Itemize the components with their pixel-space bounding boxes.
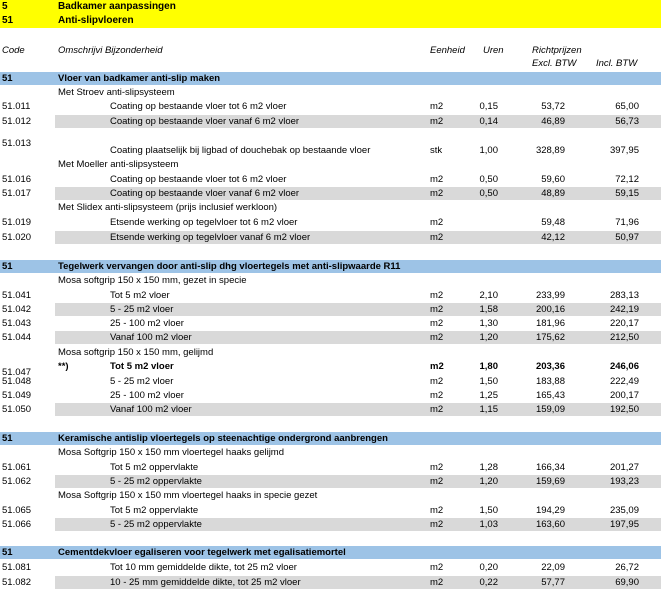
- row-description: 25 - 100 m2 vloer: [110, 318, 184, 329]
- row-description: Tot 5 m2 oppervlakte: [110, 462, 199, 473]
- row-price-incl: 235,09: [609, 505, 639, 516]
- row-price-excl: 46,89: [541, 116, 565, 127]
- row-description: 5 - 25 m2 oppervlakte: [110, 476, 202, 487]
- group-label: [0, 446, 661, 459]
- row-code: 51.019: [2, 217, 32, 228]
- row-description: Etsende werking op tegelvloer vanaf 6 m2 vloer: [110, 232, 311, 243]
- table-row: [0, 331, 661, 344]
- row-code: 51.042: [2, 304, 32, 315]
- row-code: 51.041: [2, 290, 32, 301]
- row-price-excl: 165,43: [535, 390, 565, 401]
- row-code: 51.043: [2, 318, 32, 329]
- row-price-incl: 71,96: [615, 217, 639, 228]
- subchapter-title: Anti-slipvloeren: [58, 15, 134, 26]
- section-header: [0, 72, 661, 85]
- row-code: 51.017: [2, 188, 32, 199]
- row-unit: m2: [430, 505, 444, 516]
- row-unit: m2: [430, 174, 444, 185]
- row-unit: m2: [430, 376, 444, 387]
- row-hours: 0,20: [479, 562, 498, 573]
- group-label: [0, 489, 661, 502]
- chapter-code: 5: [2, 1, 8, 12]
- group-label-text: Met Stroev anti-slipsysteem: [58, 87, 175, 98]
- chapter-title: Badkamer aanpassingen: [58, 1, 176, 12]
- row-code: 51.065: [2, 505, 32, 516]
- group-label: [0, 274, 661, 287]
- row-price-incl: 59,15: [615, 188, 639, 199]
- group-label-text: Mosa softgrip 150 x 150 mm, gelijmd: [58, 347, 214, 358]
- row-code: 51.082: [2, 577, 32, 588]
- table-row: [0, 518, 661, 531]
- row-description: 5 - 25 m2 vloer: [110, 376, 174, 387]
- group-label: [0, 158, 661, 171]
- group-label-text: Mosa softgrip 150 x 150 mm, gezet in specie: [58, 275, 247, 286]
- row-hours: 1,20: [479, 476, 498, 487]
- row-price-incl: 72,12: [615, 174, 639, 185]
- group-label: [0, 346, 661, 359]
- header-code: Code: [2, 45, 25, 56]
- row-price-incl: 69,90: [615, 577, 639, 588]
- row-hours: 0,50: [479, 174, 498, 185]
- row-code: 51.049: [2, 390, 32, 401]
- row-price-excl: 233,99: [535, 290, 565, 301]
- row-code: 51.047: [2, 367, 32, 378]
- row-hours: 1,50: [479, 376, 498, 387]
- row-description: Tot 5 m2 oppervlakte: [110, 505, 199, 516]
- row-description: Vanaf 100 m2 vloer: [110, 404, 192, 415]
- section-title: Tegelwerk vervangen door anti-slip dhg vloertegels met anti-slipwaarde R11: [58, 261, 401, 272]
- row-unit: m2: [430, 116, 444, 127]
- row-code: 51.013: [2, 138, 32, 149]
- row-hours: 1,00: [479, 145, 498, 156]
- row-price-incl: 56,73: [615, 116, 639, 127]
- row-price-incl: 193,23: [609, 476, 639, 487]
- header-hours: Uren: [483, 45, 504, 56]
- section-header: [0, 546, 661, 559]
- row-price-incl: 200,17: [609, 390, 639, 401]
- row-code: 51.012: [2, 116, 32, 127]
- row-price-incl: 220,17: [609, 318, 639, 329]
- row-code: 51.066: [2, 519, 32, 530]
- row-hours: 0,50: [479, 188, 498, 199]
- row-code: 51.081: [2, 562, 32, 573]
- table-row: [0, 461, 661, 474]
- row-price-excl: 48,89: [541, 188, 565, 199]
- row-description: Etsende werking op tegelvloer tot 6 m2 vloer: [110, 217, 298, 228]
- row-description: Coating op bestaande vloer vanaf 6 m2 vloer: [110, 116, 300, 127]
- header-excl-btw: Excl. BTW: [532, 58, 577, 69]
- table-row: [0, 360, 55, 378]
- row-price-incl: 246,06: [609, 361, 639, 372]
- table-row: [0, 289, 661, 302]
- section-code: 51: [2, 547, 13, 558]
- section-code: 51: [2, 433, 13, 444]
- section-header: [0, 260, 661, 273]
- row-description: Tot 5 m2 vloer: [110, 290, 170, 301]
- row-price-incl: 50,97: [615, 232, 639, 243]
- table-row: [0, 576, 661, 589]
- row-unit: m2: [430, 404, 444, 415]
- row-hours: 1,25: [479, 390, 498, 401]
- row-description: Tot 5 m2 vloer: [110, 361, 174, 372]
- table-row: [0, 403, 661, 416]
- group-label-text: Mosa Softgrip 150 x 150 mm vloertegel haaks in specie gezet: [58, 490, 318, 501]
- row-price-excl: 183,88: [535, 376, 565, 387]
- row-unit: m2: [430, 332, 444, 343]
- row-price-incl: 397,95: [609, 145, 639, 156]
- row-price-excl: 159,09: [535, 404, 565, 415]
- group-label: [0, 86, 661, 99]
- table-row: [0, 173, 661, 186]
- table-row: [0, 216, 661, 229]
- row-hours: 1,58: [479, 304, 498, 315]
- row-unit: m2: [430, 304, 444, 315]
- row-unit: m2: [430, 476, 444, 487]
- table-row: [0, 317, 661, 330]
- group-label-text: Met Slidex anti-slipsysteem (prijs inclusief werkloon): [58, 202, 278, 213]
- title-row-chapter: [0, 0, 661, 14]
- row-price-excl: 203,36: [535, 361, 565, 372]
- section-title: Keramische antislip vloertegels op steenachtige ondergrond aanbrengen: [58, 433, 388, 444]
- row-price-excl: 181,96: [535, 318, 565, 329]
- row-price-incl: 242,19: [609, 304, 639, 315]
- row-price-excl: 159,69: [535, 476, 565, 487]
- row-price-excl: 59,48: [541, 217, 565, 228]
- header-unit: Eenheid: [430, 45, 465, 56]
- row-price-excl: 200,16: [535, 304, 565, 315]
- table-row: [0, 375, 661, 388]
- row-unit: m2: [430, 232, 444, 243]
- title-row-subchapter: [0, 14, 661, 28]
- row-code: 51.048: [2, 376, 32, 387]
- table-row: [0, 561, 661, 574]
- row-description: 5 - 25 m2 oppervlakte: [110, 519, 202, 530]
- row-code: 51.061: [2, 462, 32, 473]
- table-row: [0, 231, 661, 244]
- table-row: [0, 187, 661, 200]
- row-price-excl: 194,29: [535, 505, 565, 516]
- row-hours: 1,03: [479, 519, 498, 530]
- row-description: Coating plaatselijk bij ligbad of douchebak op bestaande vloer: [110, 145, 371, 156]
- row-price-incl: 65,00: [615, 101, 639, 112]
- table-row: [0, 100, 661, 113]
- row-unit: m2: [430, 390, 444, 401]
- row-code: 51.050: [2, 404, 32, 415]
- row-hours: 0,15: [479, 101, 498, 112]
- row-description: Coating op bestaande vloer tot 6 m2 vloer: [110, 174, 287, 185]
- row-price-incl: 197,95: [609, 519, 639, 530]
- row-unit: m2: [430, 577, 444, 588]
- row-price-incl: 192,50: [609, 404, 639, 415]
- row-unit: m2: [430, 101, 444, 112]
- row-price-excl: 22,09: [541, 562, 565, 573]
- row-price-excl: 57,77: [541, 577, 565, 588]
- section-code: 51: [2, 73, 13, 84]
- row-hours: 0,14: [479, 116, 498, 127]
- row-description: Vanaf 100 m2 vloer: [110, 332, 192, 343]
- row-price-incl: 212,50: [609, 332, 639, 343]
- row-price-incl: 283,13: [609, 290, 639, 301]
- table-row: [0, 504, 661, 517]
- row-description: Coating op bestaande vloer vanaf 6 m2 vloer: [110, 188, 300, 199]
- row-unit: m2: [430, 361, 444, 372]
- row-hours: 2,10: [479, 290, 498, 301]
- row-hours: 1,20: [479, 332, 498, 343]
- header-incl-btw: Incl. BTW: [596, 58, 638, 69]
- table-row: [0, 389, 661, 402]
- group-label-text: Met Moeller anti-slipsysteem: [58, 159, 179, 170]
- row-code: 51.016: [2, 174, 32, 185]
- group-label: [0, 201, 661, 214]
- row-description: Coating op bestaande vloer tot 6 m2 vloer: [110, 101, 287, 112]
- header-richtprijzen: Richtprijzen: [532, 45, 582, 56]
- row-unit: stk: [430, 145, 443, 156]
- row-hours: 1,30: [479, 318, 498, 329]
- subchapter-code: 51: [2, 15, 14, 26]
- row-description: 25 - 100 m2 vloer: [110, 390, 184, 401]
- row-code: 51.020: [2, 232, 32, 243]
- row-description: 5 - 25 m2 vloer: [110, 304, 174, 315]
- row-price-excl: 59,60: [541, 174, 565, 185]
- row-code: 51.062: [2, 476, 32, 487]
- row-unit: m2: [430, 462, 444, 473]
- table-row: [0, 303, 661, 316]
- row-unit: m2: [430, 519, 444, 530]
- row-price-excl: 53,72: [541, 101, 565, 112]
- row-description: 10 - 25 mm gemiddelde dikte, tot 25 m2 vloer: [110, 577, 301, 588]
- row-price-excl: 328,89: [535, 145, 565, 156]
- row-code: 51.044: [2, 332, 32, 343]
- row-price-excl: 42,12: [541, 232, 565, 243]
- row-code: 51.011: [2, 101, 31, 112]
- row-unit: m2: [430, 318, 444, 329]
- table-row: [0, 475, 661, 488]
- header-description: Omschrijvi Bijzonderheid: [58, 45, 163, 56]
- section-code: 51: [2, 261, 13, 272]
- row-hours: 1,50: [479, 505, 498, 516]
- table-row: [0, 360, 661, 373]
- row-unit: m2: [430, 188, 444, 199]
- row-unit: m2: [430, 217, 444, 228]
- row-hours: 1,80: [479, 361, 498, 372]
- row-price-excl: 163,60: [535, 519, 565, 530]
- table-row: [0, 115, 661, 128]
- row-price-incl: 26,72: [615, 562, 639, 573]
- row-marker: **): [58, 361, 69, 372]
- row-price-excl: 166,34: [535, 462, 565, 473]
- row-price-incl: 201,27: [609, 462, 639, 473]
- section-header: [0, 432, 661, 445]
- section-title: Vloer van badkamer anti-slip maken: [58, 73, 221, 84]
- table-row: [0, 144, 661, 157]
- row-hours: 0,22: [479, 577, 498, 588]
- row-price-incl: 222,49: [609, 376, 639, 387]
- row-price-excl: 175,62: [535, 332, 565, 343]
- section-title: Cementdekvloer egaliseren voor tegelwerk met egalisatiemortel: [58, 547, 346, 558]
- group-label-text: Mosa Softgrip 150 x 150 mm vloertegel haaks gelijmd: [58, 447, 285, 458]
- row-hours: 1,28: [479, 462, 498, 473]
- row-hours: 1,15: [479, 404, 498, 415]
- row-unit: m2: [430, 562, 444, 573]
- row-description: Tot 10 mm gemiddelde dikte, tot 25 m2 vloer: [110, 562, 297, 573]
- row-unit: m2: [430, 290, 444, 301]
